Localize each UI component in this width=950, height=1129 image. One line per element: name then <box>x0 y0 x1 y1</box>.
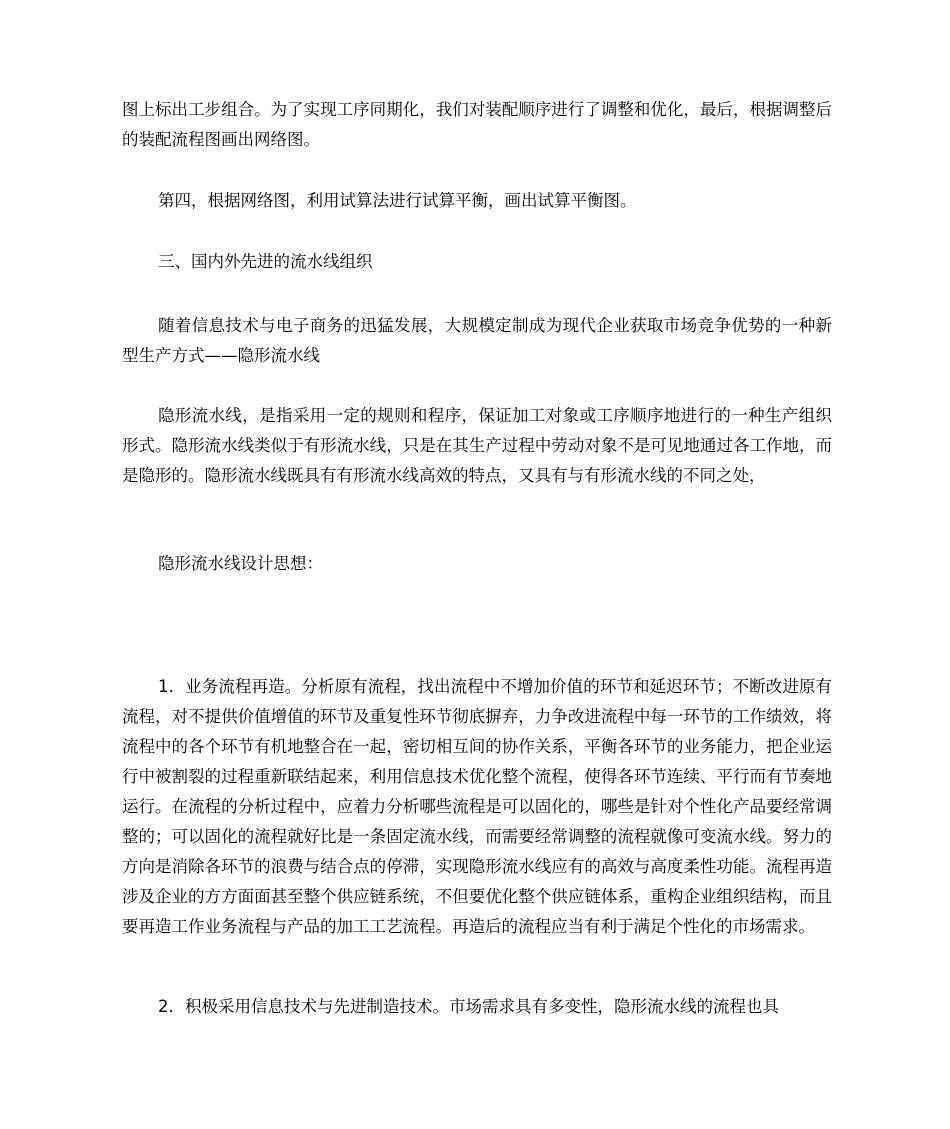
subheading-design-ideas: 隐形流水线设计思想： <box>158 554 323 573</box>
paragraph-information-technology: 2．积极采用信息技术与先进制造技术。市场需求具有多变性，隐形流水线的流程也具 <box>158 997 779 1016</box>
paragraph-process-reengineering: 1．业务流程再造。分析原有流程，找出流程中不增加价值的环节和延迟环节；不断改进原有流程，对不提供价值增值的环节及重复性环节彻底摒弃，力争改进流程中每一环节的工作绩效，将流程中的各个环节有机地整合在一起，密切相互间的协作关系，平衡各环节的业务能力，把企业运行中被割裂的过程重新联结起来，利用信息技术优化整个流程，使得各环节连续、平行而有节奏地运行。在流程的分析过程中，应着力分析哪些流程是可以固化的，哪些是针对个性化产品要经常调整的；可以固化的流程就好比是一条固定流水线，而需要经常调整的流程就像可变流水线。努力的方向是消除各环节的浪费与结合点的停滞，实现隐形流水线应有的高效与高度柔性功能。流程再造涉及企业的方方面面甚至整个供应链系统，不但要优化整个供应链体系，重构企业组织结构，而且要再造工作业务流程与产品的加工工艺流程。再造后的流程应当有利于满足个性化的市场需求。 <box>122 677 832 936</box>
section-heading-advanced-lines: 三、国内外先进的流水线组织 <box>158 252 373 271</box>
paragraph-invisible-line-definition: 隐形流水线，是指采用一定的规则和程序，保证加工对象或工序顺序地进行的一种生产组织形式。隐形流水线类似于有形流水线，只是在其生产过程中劳动对象不是可见地通过各工作地，而是隐形的。隐形流水线既具有有形流水线高效的特点，又具有与有形流水线的不同之处， <box>122 406 832 485</box>
paragraph-mass-customization: 随着信息技术与电子商务的迅猛发展，大规模定制成为现代企业获取市场竞争优势的一种新型生产方式——隐形流水线 <box>122 316 832 365</box>
paragraph-step-four: 第四，根据网络图，利用试算法进行试算平衡，画出试算平衡图。 <box>158 191 637 210</box>
paragraph-assembly-sequence: 图上标出工步组合。为了实现工序同期化，我们对装配顺序进行了调整和优化，最后，根据调整后的装配流程图画出网络图。 <box>122 100 832 149</box>
